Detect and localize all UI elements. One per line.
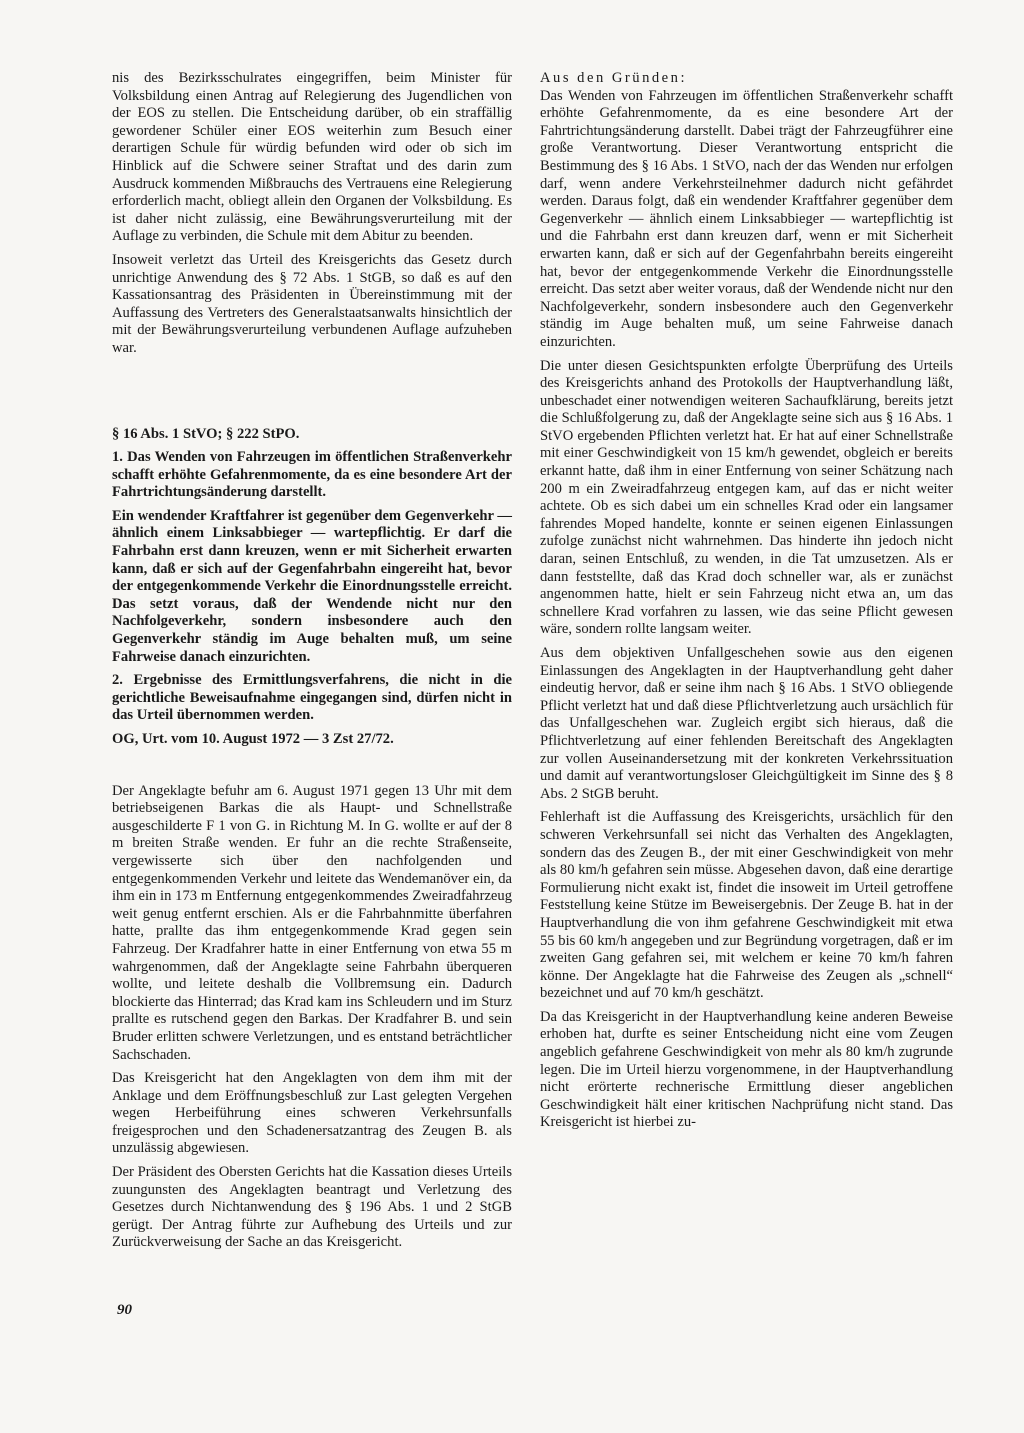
headnote: Ein wendender Kraftfahrer ist gegenüber dem Gegenverkehr — ähnlich einem Linksabbieger — wartepflichtig. Er darf die Fahrbahn erst dann kreuzen, wenn er mit Sicherheit erwarten kann, daß er sich auf der Gegenfahrbahn eingereiht hat, bevor der entgegenkommende Verkehr die Einordnungsstelle erreicht. Das setzt voraus, daß der Wendende nicht nur den Nachfolgeverkehr, sondern insbesondere auch den Gegenverkehr ständig im Auge behalten muß, um seine Fahrweise danach einzurichten. [112, 507, 512, 665]
reasons-paragraph: Das Wenden von Fahrzeugen im öffentlichen Straßenverkehr schafft erhöhte Gefahrenmomente, da es eine besondere Art der Fahrtrichtungsänderung darstellt. Dabei trägt der Fahrzeugführer eine große Verantwortung. Dieser Verantwortung entspricht die Bestimmung des § 16 Abs. 1 StVO, nach der das Wenden nur erfolgen darf, wenn andere Verkehrsteilnehmer dadurch nicht gefährdet werden. Daraus folgt, daß ein wendender Kraftfahrer gegenüber dem Gegenverkehr — ähnlich einem Linksabbieger — wartepflichtig ist und die Fahrbahn erst dann kreuzen darf, wenn er mit Sicherheit erwarten kann, daß er sich auf der Gegenfahrbahn bereits eingereiht hat, bevor der entgegenkommende Verkehr die Einordnungsstelle erreicht. Das setzt aber weiter voraus, daß der Wendende nicht nur den Nachfolgeverkehr, sondern insbesondere auch den Gegenverkehr ständig im Auge behalten muß, um seine Fahrweise danach einzurichten. [540, 87, 953, 350]
facts-paragraph: Das Kreisgericht hat den Angeklagten von dem ihm mit der Anklage und dem Eröffnungsbeschluß zur Last gelegten Vergehen wegen Herbeiführung eines schweren Verkehrsunfalls freigesprochen und den Schadenersatzantrag des Zeugen B. als unzulässig abgewiesen. [112, 1070, 512, 1157]
section-gap [112, 364, 512, 426]
facts-paragraph: Der Präsident des Obersten Gerichts hat die Kassation dieses Urteils zuungunsten des Angeklagten beantragt und Verletzung des Gesetzes durch Nichtanwendung des § 196 Abs. 1 und 2 StGB gerügt. Der Antrag führte zur Aufhebung des Urteils und zur Zurückverweisung der Sache an das Kreisgericht. [112, 1164, 512, 1251]
reasons-paragraph: Aus dem objektiven Unfallgeschehen sowie aus den eigenen Einlassungen des Angeklagten in der Hauptverhandlung geht daher eindeutig hervor, daß er seine ihm nach § 16 Abs. 1 StVO obliegende Pflicht verletzt hat und daß diese Pflichtverletzung auch ursächlich für das Unfallgeschehen war. Zugleich ergibt sich hieraus, daß die Pflichtverletzung auf einer fehlenden Bereitschaft des Angeklagten zur vollen Auseinandersetzung mit der konkreten Verkehrssituation und damit auf verantwortungsloser Gleichgültigkeit im Sinne des § 8 Abs. 2 StGB beruht. [540, 645, 953, 802]
reasons-paragraph: Da das Kreisgericht in der Hauptverhandlung keine anderen Beweise erhoben hat, durfte es seiner Entscheidung nicht eine vom Zeugen angeblich gefahrene Geschwindigkeit von mehr als 80 km/h zugrunde legen. Die im Urteil hierzu vorgenommene, in der Hauptverhandlung nicht erörterte rechnerische Ermittlung dieser angeblichen Geschwindigkeit hält einer kritischen Nachprüfung nicht stand. Das Kreisgericht ist hierbei zu- [540, 1008, 953, 1131]
reasons-paragraph: Fehlerhaft ist die Auffassung des Kreisgerichts, ursächlich für den schweren Verkehrsunfall sei nicht das Verhalten des Angeklagten, sondern das des Zeugen B., der mit einer Geschwindigkeit von mehr als 80 km/h gefahren sein müsse. Abgesehen davon, daß eine derartige Formulierung nicht exakt ist, findet die insoweit im Urteil getroffene Feststellung keine Stütze im Beweisergebnis. Der Zeuge B. hat in der Hauptverhandlung die von ihm gefahrene Geschwindigkeit mit etwa 55 bis 60 km/h angegeben und zur Begründung vorgetragen, daß er im zweiten Gang gefahren sei, mit welchem er keine 70 km/h fahren könne. Der Angeklagte hat die Fahrweise des Zeugen als „schnell“ bezeichnet und auf 70 km/h geschätzt. [540, 809, 953, 1002]
reasons-heading: Aus den Gründen: [540, 70, 688, 86]
headnote: 2. Ergebnisse des Ermittlungsverfahrens, die nicht in die gerichtliche Beweisaufnahme eingegangen sind, dürfen nicht in das Urteil übernommen werden. [112, 672, 512, 724]
headnote: 1. Das Wenden von Fahrzeugen im öffentlichen Straßenverkehr schafft erhöhte Gefahrenmomente, da es eine besondere Art der Fahrtrichtungsänderung darstellt. [112, 449, 512, 501]
intro-paragraph: Insoweit verletzt das Urteil des Kreisgerichts das Gesetz durch unrichtige Anwendung des § 72 Abs. 1 StGB, so daß es auf den Kassationsantrag des Präsidenten in Übereinstimmung mit der Auffassung des Vertreters des Generalstaatsanwalts hinsichtlich der mit der Bewährungsverurteilung verbundenen Auflage aufzuheben war. [112, 251, 512, 356]
facts-paragraph: Der Angeklagte befuhr am 6. August 1971 gegen 13 Uhr mit dem betriebseigenen Barkas die als Haupt- und Schnellstraße ausgeschilderte F 1 von G. in Richtung M. In G. wollte er auf der 8 m breiten Straße wenden. Er fuhr an die rechte Straßenseite, vergewisserte sich über den nachfolgenden und entgegenkommenden Verkehr und leitete das Wendemanöver ein, da ihm ein in 173 m Entfernung entgegenkommendes Zweiradfahrzeug weit genug entfernt erschien. Als er die Fahrbahnmitte überfahren hatte, prallte das ihm entgegenkommende Krad gegen sein Fahrzeug. Der Kradfahrer hatte in einer Entfernung von etwa 55 m wahrgenommen, daß der Angeklagte seine Fahrbahn überqueren wollte, und leitete deshalb die Vollbremsung ein. Dadurch blockierte das Hinterrad; das Krad kam ins Schleudern und im Sturz prallte es rutschend gegen den Barkas. Der Kradfahrer B. und sein Bruder erlitten schwere Verletzungen, und es entstand beträchtlicher Sachschaden. [112, 782, 512, 1063]
page-number: 90 [117, 1302, 132, 1318]
left-column [112, 70, 512, 1258]
statute-heading: § 16 Abs. 1 StVO; § 222 StPO. [112, 425, 300, 442]
section-gap [112, 755, 512, 783]
right-column [540, 70, 953, 1138]
case-citation: OG, Urt. vom 10. August 1972 — 3 Zst 27/72. [112, 731, 394, 747]
intro-paragraph: nis des Bezirksschulrates eingegriffen, beim Minister für Volksbildung einen Antrag auf Relegierung des Jugendlichen von der EOS zu stellen. Die Entscheidung darüber, ob ein straffällig gewordener Schüler einer EOS weiterhin zum Besuch einer derartigen Schule für würdig befunden wird oder ob sich im Hinblick auf die Schwere seiner Straftat und des darin zum Ausdruck kommenden Mißbrauchs des Vertrauens eine Relegierung erforderlich macht, obliegt allein den Organen der Volksbildung. Es ist daher nicht zulässig, eine Bewährungsverurteilung mit der Auflage zu verbinden, die Schule mit dem Abitur zu beenden. [112, 70, 512, 245]
reasons-paragraph: Die unter diesen Gesichtspunkten erfolgte Überprüfung des Urteils des Kreisgerichts anhand des Protokolls der Hauptverhandlung läßt, unbeschadet einer notwendigen weiteren Sachaufklärung, bereits jetzt die Schlußfolgerung zu, daß der Angeklagte seine sich aus § 16 Abs. 1 StVO ergebenden Pflichten verletzt hat. Er hat auf einer Schnellstraße mit einer Geschwindigkeit von 15 km/h gewendet, obgleich er bereits erkannt hatte, daß ihm in einer Entfernung von seiner Schätzung nach 200 m ein Zweiradfahrzeug entgegen kam, auf das er nicht weiter achtete. Ob es sich dabei um ein schnelles Krad oder ein langsamer fahrendes Moped handelte, konnte er seinen eigenen Einlassungen zufolge zunächst nicht wahrnehmen. Das hinderte ihn jedoch nicht daran, seinen Entschluß, zu wenden, in die Tat umzusetzen. Als er dann feststellte, daß das Krad doch schneller war, als er zunächst angenommen hatte, hielt er sein Fahrzeug nicht etwa an, um das schnellere Krad vorfahren zu lassen, wie das seine Pflicht gewesen wäre, sondern rollte langsam weiter. [540, 357, 953, 638]
